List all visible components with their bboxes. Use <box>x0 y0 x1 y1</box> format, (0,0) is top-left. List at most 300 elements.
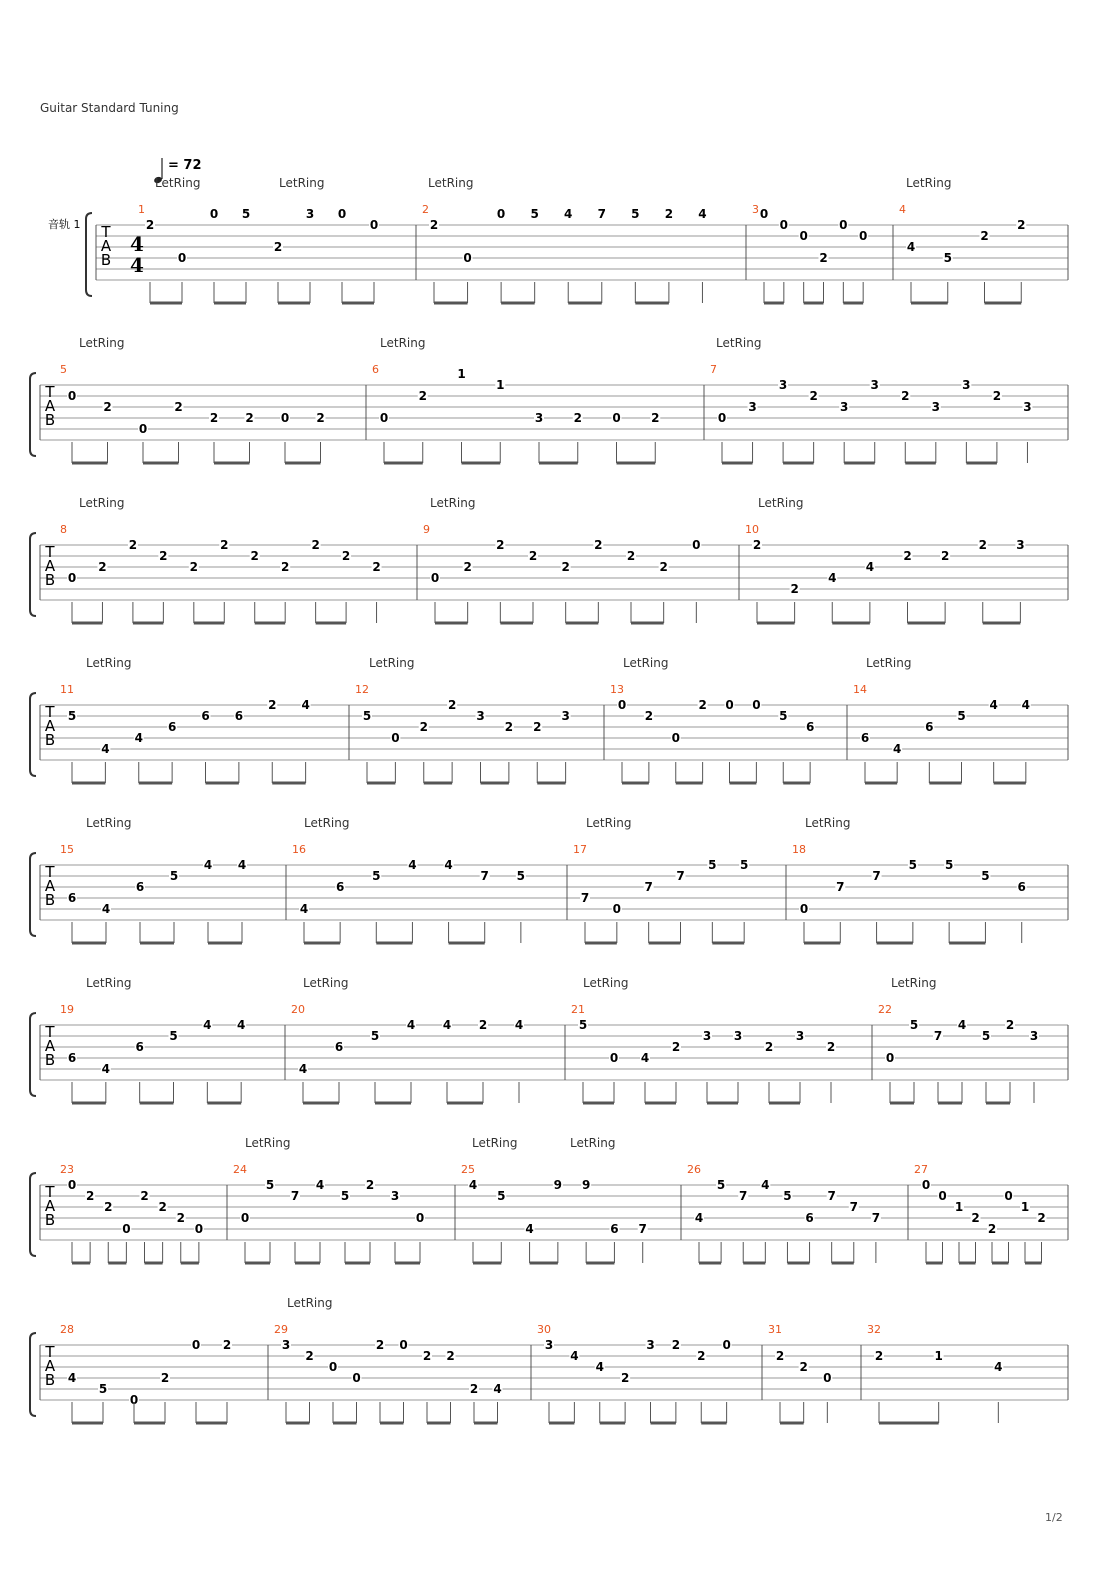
fret-number: 3 <box>748 400 757 414</box>
fret-number: 3 <box>702 1029 712 1043</box>
fret-number: 2 <box>341 549 351 563</box>
letring-label: LetRing <box>380 336 426 350</box>
letring-label: LetRing <box>304 816 350 830</box>
system-bracket <box>30 693 36 776</box>
fret-number: 5 <box>372 869 381 883</box>
fret-number: 3 <box>931 400 940 414</box>
fret-number: 2 <box>419 720 428 734</box>
tab-clef-letter: B <box>44 411 56 429</box>
fret-number: 3 <box>778 378 788 392</box>
fret-number: 0 <box>609 1051 619 1065</box>
fret-number: 2 <box>874 1349 884 1363</box>
fret-number: 7 <box>290 1189 300 1203</box>
fret-number: 4 <box>301 698 310 712</box>
bar-number: 2 <box>422 203 429 216</box>
fret-number: 2 <box>189 560 198 574</box>
fret-number: 0 <box>67 571 77 585</box>
fret-number: 1 <box>496 378 505 392</box>
bar-number: 5 <box>60 363 67 376</box>
fret-number: 4 <box>761 1178 770 1192</box>
tab-clef-letter: T <box>45 383 55 401</box>
fret-number: 2 <box>561 560 570 574</box>
bar-number: 23 <box>60 1163 74 1176</box>
fret-number: 5 <box>981 869 990 883</box>
fret-number: 0 <box>369 218 379 232</box>
fret-number: 2 <box>145 218 155 232</box>
fret-number: 7 <box>872 869 881 883</box>
fret-number: 2 <box>992 389 1002 403</box>
bar-number: 9 <box>423 523 430 536</box>
fret-number: 0 <box>717 411 727 425</box>
fret-number: 0 <box>799 229 808 243</box>
fret-number: 4 <box>444 858 453 872</box>
fret-number: 0 <box>839 218 848 232</box>
fret-number: 6 <box>67 891 77 905</box>
fret-number: 2 <box>533 720 542 734</box>
fret-number: 6 <box>860 731 870 745</box>
fret-number: 0 <box>280 411 290 425</box>
tab-clef-letter: A <box>44 1357 56 1375</box>
fret-number: 2 <box>375 1338 385 1352</box>
tab-clef-letter: T <box>45 703 55 721</box>
bar-number: 19 <box>60 1003 74 1016</box>
tuning-label: Guitar Standard Tuning <box>40 101 179 115</box>
fret-number: 2 <box>220 538 229 552</box>
fret-number: 2 <box>1017 218 1026 232</box>
fret-number: 5 <box>779 709 788 723</box>
bar-number: 21 <box>571 1003 585 1016</box>
fret-number: 2 <box>644 709 654 723</box>
fret-number: 2 <box>250 549 259 563</box>
fret-number: 6 <box>167 720 177 734</box>
fret-number: 2 <box>316 411 325 425</box>
bar-number: 16 <box>292 843 306 856</box>
fret-number: 7 <box>480 869 489 883</box>
fret-number: 0 <box>352 1371 361 1385</box>
fret-number: 9 <box>581 1178 591 1192</box>
bar-number: 8 <box>60 523 67 536</box>
letring-label: LetRing <box>430 496 476 510</box>
fret-number: 2 <box>987 1222 997 1236</box>
letring-label: LetRing <box>245 1136 291 1150</box>
tab-clef-letter: T <box>101 223 111 241</box>
fret-number: 0 <box>194 1222 204 1236</box>
fret-number: 4 <box>203 858 213 872</box>
fret-number: 2 <box>671 1338 681 1352</box>
tab-clef-letter: B <box>44 1051 56 1069</box>
fret-number: 7 <box>597 207 606 221</box>
fret-number: 2 <box>273 240 283 254</box>
fret-number: 3 <box>305 207 315 221</box>
tab-clef-letter: T <box>45 543 55 561</box>
fret-number: 1 <box>1020 1200 1030 1214</box>
fret-number: 0 <box>463 251 472 265</box>
fret-number: 2 <box>698 698 707 712</box>
bar-number: 15 <box>60 843 74 856</box>
fret-number: 0 <box>430 571 440 585</box>
fret-number: 4 <box>442 1018 452 1032</box>
fret-number: 0 <box>722 1338 731 1352</box>
fret-number: 4 <box>1021 698 1031 712</box>
letring-label: LetRing <box>805 816 851 830</box>
fret-number: 4 <box>408 858 417 872</box>
letring-label: LetRing <box>716 336 762 350</box>
fret-number: 2 <box>671 1040 681 1054</box>
letring-label: LetRing <box>586 816 632 830</box>
fret-number: 2 <box>463 560 472 574</box>
fret-number: 0 <box>617 698 627 712</box>
fret-number: 2 <box>305 1349 314 1363</box>
system-bracket <box>30 533 36 616</box>
fret-number: 6 <box>234 709 244 723</box>
fret-number: 5 <box>169 869 179 883</box>
fret-number: 2 <box>469 1382 479 1396</box>
fret-number: 2 <box>626 549 636 563</box>
fret-number: 4 <box>134 731 143 745</box>
fret-number: 5 <box>783 1189 792 1203</box>
fret-number: 0 <box>415 1211 425 1225</box>
fret-number: 0 <box>612 902 622 916</box>
fret-number: 0 <box>67 1178 77 1192</box>
fret-number: 5 <box>67 709 77 723</box>
fret-number: 6 <box>335 880 345 894</box>
bar-number: 25 <box>461 1163 475 1176</box>
fret-number: 0 <box>938 1189 947 1203</box>
fret-number: 3 <box>534 411 544 425</box>
time-signature-top: 4 <box>130 232 144 256</box>
fret-number: 2 <box>104 1200 113 1214</box>
fret-number: 2 <box>422 1349 432 1363</box>
fret-number: 2 <box>128 538 138 552</box>
fret-number: 5 <box>516 869 526 883</box>
fret-number: 0 <box>692 538 701 552</box>
system-bracket <box>86 213 92 296</box>
fret-number: 5 <box>241 207 251 221</box>
tab-clef-letter: B <box>100 251 112 269</box>
fret-number: 7 <box>739 1189 748 1203</box>
bar-number: 11 <box>60 683 74 696</box>
fret-number: 4 <box>698 207 707 221</box>
fret-number: 3 <box>281 1338 291 1352</box>
fret-number: 7 <box>638 1222 647 1236</box>
fret-number: 0 <box>240 1211 250 1225</box>
fret-number: 5 <box>944 858 954 872</box>
fret-number: 2 <box>980 229 989 243</box>
fret-number: 4 <box>236 1018 246 1032</box>
fret-number: 2 <box>940 549 950 563</box>
fret-number: 4 <box>406 1018 416 1032</box>
tab-clef-letter: A <box>44 717 56 735</box>
fret-number: 0 <box>191 1338 201 1352</box>
fret-number: 0 <box>671 731 680 745</box>
tab-clef-letter: T <box>45 1183 55 1201</box>
tab-clef-letter: T <box>45 863 55 881</box>
fret-number: 7 <box>871 1211 881 1225</box>
fret-number: 4 <box>828 571 837 585</box>
bar-number: 17 <box>573 843 587 856</box>
fret-number: 5 <box>98 1382 108 1396</box>
fret-number: 4 <box>640 1051 650 1065</box>
letring-label: LetRing <box>287 1296 333 1310</box>
fret-number: 4 <box>468 1178 478 1192</box>
fret-number: 3 <box>1023 400 1032 414</box>
fret-number: 2 <box>697 1349 706 1363</box>
fret-number: 0 <box>67 389 77 403</box>
fret-number: 2 <box>809 389 818 403</box>
fret-number: 0 <box>337 207 347 221</box>
fret-number: 2 <box>664 207 674 221</box>
fret-number: 5 <box>957 709 966 723</box>
letring-label: LetRing <box>369 656 415 670</box>
fret-number: 4 <box>957 1018 967 1032</box>
letring-label: LetRing <box>86 656 132 670</box>
fret-number: 4 <box>989 698 998 712</box>
fret-number: 0 <box>122 1222 131 1236</box>
fret-number: 2 <box>504 720 514 734</box>
fret-number: 3 <box>390 1189 400 1203</box>
fret-number: 2 <box>971 1211 980 1225</box>
system-bracket <box>30 1013 36 1096</box>
fret-number: 4 <box>564 207 573 221</box>
fret-number: 9 <box>553 1178 563 1192</box>
bar-number: 4 <box>899 203 906 216</box>
fret-number: 0 <box>209 207 219 221</box>
fret-number: 2 <box>620 1371 630 1385</box>
fret-number: 5 <box>981 1029 991 1043</box>
fret-number: 0 <box>823 1371 832 1385</box>
fret-number: 2 <box>98 560 107 574</box>
letring-label: LetRing <box>79 496 125 510</box>
fret-number: 5 <box>497 1189 506 1203</box>
fret-number: 2 <box>140 1189 149 1203</box>
tab-clef-letter: B <box>44 731 56 749</box>
letring-label: LetRing <box>86 816 132 830</box>
bar-number: 28 <box>60 1323 74 1336</box>
fret-number: 1 <box>457 367 466 381</box>
bar-number: 12 <box>355 683 369 696</box>
tab-clef-letter: B <box>44 1371 56 1389</box>
fret-number: 3 <box>646 1338 655 1352</box>
fret-number: 4 <box>101 742 110 756</box>
fret-number: 2 <box>174 400 183 414</box>
fret-number: 2 <box>176 1211 185 1225</box>
bar-number: 6 <box>372 363 379 376</box>
bar-number: 3 <box>752 203 759 216</box>
fret-number: 6 <box>610 1222 619 1236</box>
system-bracket <box>30 1333 36 1416</box>
letring-label: LetRing <box>758 496 804 510</box>
bar-number: 32 <box>867 1323 881 1336</box>
fret-number: 3 <box>476 709 485 723</box>
fret-number: 7 <box>933 1029 943 1043</box>
tempo-value: = 72 <box>168 158 202 173</box>
fret-number: 2 <box>752 538 762 552</box>
bar-number: 26 <box>687 1163 701 1176</box>
fret-number: 0 <box>752 698 761 712</box>
fret-number: 7 <box>836 880 845 894</box>
fret-number: 0 <box>858 229 868 243</box>
tab-clef-letter: B <box>44 891 56 909</box>
fret-number: 0 <box>885 1051 895 1065</box>
fret-number: 2 <box>903 549 912 563</box>
fret-number: 0 <box>779 218 789 232</box>
fret-number: 2 <box>160 1371 170 1385</box>
system-bracket <box>30 1173 36 1256</box>
fret-number: 4 <box>570 1349 579 1363</box>
bar-number: 10 <box>745 523 759 536</box>
fret-number: 6 <box>805 1211 814 1225</box>
system-bracket <box>30 853 36 936</box>
fret-number: 4 <box>865 560 875 574</box>
fret-number: 4 <box>101 902 111 916</box>
fret-number: 4 <box>595 1360 604 1374</box>
fret-number: 6 <box>1017 880 1026 894</box>
letring-label: LetRing <box>583 976 629 990</box>
fret-number: 6 <box>201 709 210 723</box>
fret-number: 2 <box>978 538 987 552</box>
fret-number: 7 <box>676 869 685 883</box>
letring-label: LetRing <box>279 176 325 190</box>
bar-number: 29 <box>274 1323 288 1336</box>
fret-number: 5 <box>530 207 539 221</box>
fret-number: 7 <box>580 891 590 905</box>
fret-number: 5 <box>362 709 372 723</box>
letring-label: LetRing <box>155 176 201 190</box>
tab-clef-letter: A <box>44 877 56 895</box>
fret-number: 0 <box>759 207 769 221</box>
fret-number: 5 <box>708 858 717 872</box>
fret-number: 6 <box>334 1040 344 1054</box>
fret-number: 2 <box>651 411 660 425</box>
fret-number: 2 <box>281 560 290 574</box>
tab-clef-letter: A <box>44 1037 56 1055</box>
fret-number: 2 <box>103 400 112 414</box>
fret-number: 5 <box>578 1018 588 1032</box>
bar-number: 18 <box>792 843 806 856</box>
fret-number: 2 <box>222 1338 232 1352</box>
bar-number: 14 <box>853 683 867 696</box>
fret-number: 0 <box>799 902 809 916</box>
fret-number: 2 <box>268 698 277 712</box>
fret-number: 3 <box>1029 1029 1039 1043</box>
bar-number: 20 <box>291 1003 305 1016</box>
fret-number: 5 <box>169 1029 178 1043</box>
time-signature-bottom: 4 <box>130 253 144 277</box>
fret-number: 5 <box>370 1029 380 1043</box>
fret-number: 2 <box>365 1178 375 1192</box>
track-name: 音轨 1 <box>48 218 81 231</box>
fret-number: 2 <box>372 560 381 574</box>
fret-number: 0 <box>921 1178 931 1192</box>
fret-number: 4 <box>493 1382 502 1396</box>
fret-number: 3 <box>733 1029 743 1043</box>
fret-number: 4 <box>299 902 309 916</box>
system-bracket <box>30 373 36 456</box>
fret-number: 4 <box>298 1062 308 1076</box>
fret-number: 2 <box>1005 1018 1015 1032</box>
fret-number: 2 <box>528 549 538 563</box>
fret-number: 4 <box>892 742 902 756</box>
fret-number: 0 <box>725 698 734 712</box>
tab-clef-letter: B <box>44 571 56 589</box>
fret-number: 0 <box>496 207 506 221</box>
fret-number: 7 <box>827 1189 836 1203</box>
fret-number: 5 <box>909 1018 919 1032</box>
fret-number: 4 <box>67 1371 77 1385</box>
fret-number: 2 <box>446 1349 455 1363</box>
fret-number: 2 <box>659 560 668 574</box>
fret-number: 3 <box>1016 538 1025 552</box>
fret-number: 2 <box>418 389 427 403</box>
fret-number: 4 <box>315 1178 325 1192</box>
fret-number: 2 <box>819 251 828 265</box>
fret-number: 2 <box>594 538 603 552</box>
fret-number: 2 <box>209 411 219 425</box>
fret-number: 3 <box>544 1338 554 1352</box>
fret-number: 5 <box>943 251 952 265</box>
fret-number: 0 <box>379 411 389 425</box>
fret-number: 3 <box>840 400 849 414</box>
letring-label: LetRing <box>472 1136 518 1150</box>
fret-number: 0 <box>399 1338 408 1352</box>
fret-number: 2 <box>901 389 910 403</box>
fret-number: 2 <box>790 582 799 596</box>
fret-number: 0 <box>177 251 187 265</box>
fret-number: 0 <box>138 422 148 436</box>
fret-number: 7 <box>849 1200 858 1214</box>
bar-number: 7 <box>710 363 717 376</box>
fret-number: 5 <box>716 1178 726 1192</box>
fret-number: 6 <box>135 880 145 894</box>
fret-number: 2 <box>85 1189 95 1203</box>
fret-number: 5 <box>739 858 749 872</box>
letring-label: LetRing <box>623 656 669 670</box>
fret-number: 2 <box>245 411 254 425</box>
fret-number: 4 <box>694 1211 704 1225</box>
fret-number: 4 <box>514 1018 524 1032</box>
fret-number: 0 <box>391 731 400 745</box>
tab-clef-letter: A <box>100 237 112 255</box>
fret-number: 3 <box>561 709 570 723</box>
tab-clef-letter: B <box>44 1211 56 1229</box>
letring-label: LetRing <box>570 1136 616 1150</box>
fret-number: 7 <box>644 880 653 894</box>
fret-number: 2 <box>159 549 168 563</box>
letring-label: LetRing <box>79 336 125 350</box>
fret-number: 5 <box>908 858 918 872</box>
fret-number: 2 <box>429 218 439 232</box>
fret-number: 1 <box>934 1349 943 1363</box>
fret-number: 2 <box>478 1018 488 1032</box>
fret-number: 3 <box>962 378 971 392</box>
tab-clef-letter: T <box>45 1343 55 1361</box>
letring-label: LetRing <box>86 976 132 990</box>
bar-number: 22 <box>878 1003 892 1016</box>
fret-number: 0 <box>612 411 621 425</box>
fret-number: 4 <box>525 1222 534 1236</box>
fret-number: 4 <box>906 240 916 254</box>
bar-number: 30 <box>537 1323 551 1336</box>
bar-number: 31 <box>768 1323 782 1336</box>
fret-number: 6 <box>67 1051 77 1065</box>
bar-number: 1 <box>138 203 145 216</box>
tab-clef-letter: A <box>44 1197 56 1215</box>
letring-label: LetRing <box>428 176 474 190</box>
fret-number: 2 <box>764 1040 774 1054</box>
fret-number: 2 <box>158 1200 167 1214</box>
fret-number: 2 <box>311 538 320 552</box>
fret-number: 4 <box>101 1062 111 1076</box>
